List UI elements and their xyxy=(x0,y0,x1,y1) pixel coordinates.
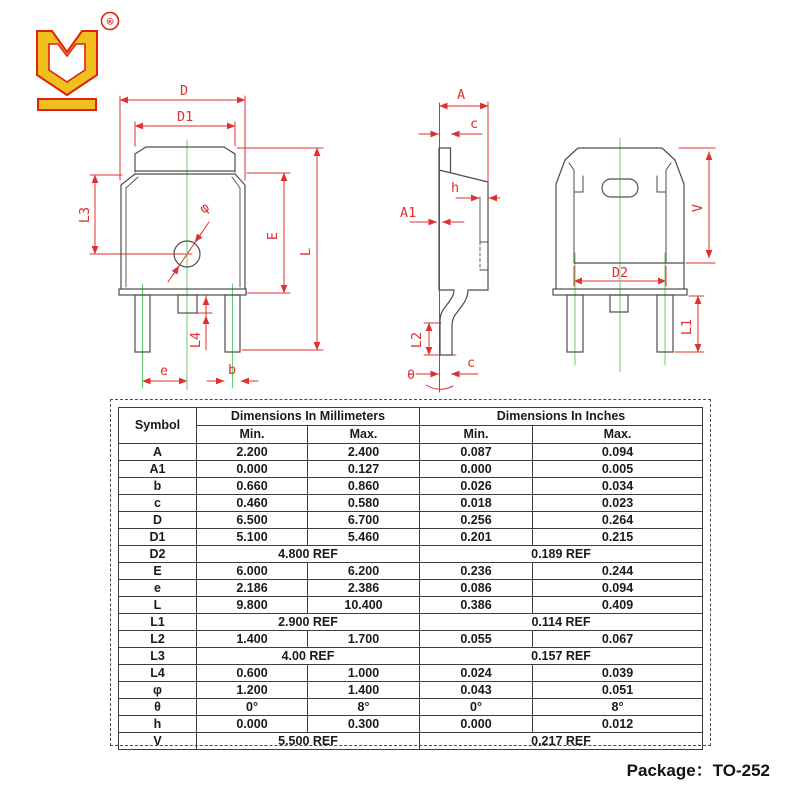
in-min-cell: 0.000 xyxy=(420,716,533,733)
front-centerlines xyxy=(143,140,233,390)
in-min-cell: 0.236 xyxy=(420,563,533,580)
table-row xyxy=(119,682,703,699)
front-dim-labels xyxy=(77,83,314,379)
in-min-cell: 0.026 xyxy=(420,478,533,495)
dim-label-A: A xyxy=(457,87,466,103)
dim-label-c-top: c xyxy=(470,116,479,132)
table-row xyxy=(119,529,703,546)
dim-label-E: E xyxy=(265,231,281,241)
dim-label-c-bottom: c xyxy=(467,355,476,371)
mm-max-cell: 1.400 xyxy=(308,682,420,699)
mm-min-cell: 0.000 xyxy=(197,716,308,733)
mm-ref-cell: 4.00 REF xyxy=(197,648,420,665)
in-min-cell: 0.000 xyxy=(420,461,533,478)
dim-label-D: D xyxy=(180,83,189,99)
in-min-cell: 0.086 xyxy=(420,580,533,597)
back-view xyxy=(553,138,715,372)
logo-base-bar xyxy=(38,99,96,110)
table-row xyxy=(119,563,703,580)
in-ref-cell: 0.114 REF xyxy=(420,614,703,631)
symbol-cell: φ xyxy=(119,682,197,699)
in-max-cell: 0.264 xyxy=(533,512,703,529)
table-row xyxy=(119,631,703,648)
table-row xyxy=(119,648,703,665)
mm-min-cell: 6.500 xyxy=(197,512,308,529)
mm-max-cell: 1.700 xyxy=(308,631,420,648)
symbol-cell: L2 xyxy=(119,631,197,648)
in-min-cell: 0.256 xyxy=(420,512,533,529)
dim-label-A1: A1 xyxy=(400,205,417,221)
mm-ref-cell: 2.900 REF xyxy=(197,614,420,631)
mm-max-cell: 10.400 xyxy=(308,597,420,614)
mm-ref-cell: 4.800 REF xyxy=(197,546,420,563)
in-min-cell: 0.018 xyxy=(420,495,533,512)
mm-max-cell: 6.700 xyxy=(308,512,420,529)
front-outline xyxy=(119,147,246,352)
symbol-cell: e xyxy=(119,580,197,597)
front-view xyxy=(77,83,323,390)
table-row xyxy=(119,716,703,733)
in-min-cell: 0.087 xyxy=(420,444,533,461)
mm-max-cell: 2.386 xyxy=(308,580,420,597)
dim-label-theta: θ xyxy=(407,367,416,383)
symbol-cell: b xyxy=(119,478,197,495)
in-min-cell: 0.024 xyxy=(420,665,533,682)
in-ref-cell: 0.217 REF xyxy=(420,733,703,750)
mm-min-cell: 0.460 xyxy=(197,495,308,512)
mm-min-cell: 9.800 xyxy=(197,597,308,614)
mm-min-cell: 6.000 xyxy=(197,563,308,580)
mm-min-cell: 0.000 xyxy=(197,461,308,478)
in-min-cell: 0.055 xyxy=(420,631,533,648)
symbol-cell: A xyxy=(119,444,197,461)
dim-label-L3: L3 xyxy=(77,206,93,224)
in-min-cell: 0.386 xyxy=(420,597,533,614)
mm-max-cell: 0.300 xyxy=(308,716,420,733)
in-max-cell: 0.034 xyxy=(533,478,703,495)
in-max-cell: 0.039 xyxy=(533,665,703,682)
in-ref-cell: 0.189 REF xyxy=(420,546,703,563)
table-row xyxy=(119,478,703,495)
mm-max-cell: 1.000 xyxy=(308,665,420,682)
in-max-cell: 0.244 xyxy=(533,563,703,580)
side-view xyxy=(400,87,500,392)
in-ref-cell: 0.157 REF xyxy=(420,648,703,665)
table-subheader-row xyxy=(119,426,703,444)
in-max-cell: 0.215 xyxy=(533,529,703,546)
dim-label-L: L xyxy=(298,247,314,257)
symbol-cell: A1 xyxy=(119,461,197,478)
dim-label-L1: L1 xyxy=(679,318,695,336)
table-row xyxy=(119,597,703,614)
mm-ref-cell: 5.500 REF xyxy=(197,733,420,750)
table-row xyxy=(119,614,703,631)
symbol-cell: h xyxy=(119,716,197,733)
symbol-cell: D1 xyxy=(119,529,197,546)
in-max-cell: 0.067 xyxy=(533,631,703,648)
dim-label-L2: L2 xyxy=(409,331,425,349)
symbol-header: Symbol xyxy=(119,408,197,444)
table-row xyxy=(119,444,703,461)
in-max-header: Max. xyxy=(533,426,703,444)
mm-min-header: Min. xyxy=(197,426,308,444)
dimension-table-frame xyxy=(110,399,711,746)
symbol-cell: E xyxy=(119,563,197,580)
table-header-row xyxy=(119,408,703,426)
mm-max-header: Max. xyxy=(308,426,420,444)
in-max-cell: 0.094 xyxy=(533,580,703,597)
dimension-table xyxy=(118,407,703,750)
mm-max-cell: 2.400 xyxy=(308,444,420,461)
inches-header: Dimensions In Inches xyxy=(420,408,703,426)
dim-label-e: e xyxy=(160,363,169,379)
in-max-cell: 0.051 xyxy=(533,682,703,699)
mm-max-cell: 0.127 xyxy=(308,461,420,478)
symbol-cell: c xyxy=(119,495,197,512)
symbol-cell: L1 xyxy=(119,614,197,631)
symbol-cell: L3 xyxy=(119,648,197,665)
front-dimensions xyxy=(90,96,323,381)
mm-max-cell: 6.200 xyxy=(308,563,420,580)
in-max-cell: 0.005 xyxy=(533,461,703,478)
side-outline xyxy=(439,148,488,355)
mm-header: Dimensions In Millimeters xyxy=(197,408,420,426)
dim-label-D1: D1 xyxy=(177,109,194,125)
dim-label-h: h xyxy=(451,180,460,196)
back-dim-labels xyxy=(612,204,706,335)
mm-min-cell: 1.400 xyxy=(197,631,308,648)
in-min-cell: 0.043 xyxy=(420,682,533,699)
mm-min-cell: 2.186 xyxy=(197,580,308,597)
dim-label-D2: D2 xyxy=(611,265,629,281)
in-max-cell: 0.012 xyxy=(533,716,703,733)
in-min-cell: 0° xyxy=(420,699,533,716)
mm-min-cell: 0.600 xyxy=(197,665,308,682)
mm-max-cell: 8° xyxy=(308,699,420,716)
in-min-header: Min. xyxy=(420,426,533,444)
symbol-cell: V xyxy=(119,733,197,750)
symbol-cell: D xyxy=(119,512,197,529)
in-max-cell: 8° xyxy=(533,699,703,716)
registered-mark: ® xyxy=(106,15,114,29)
mm-min-cell: 0° xyxy=(197,699,308,716)
package-name-label: Package：TO-252 xyxy=(626,761,770,780)
table-row xyxy=(119,495,703,512)
symbol-cell: D2 xyxy=(119,546,197,563)
mm-max-cell: 5.460 xyxy=(308,529,420,546)
dim-label-V: V xyxy=(690,203,706,213)
table-row xyxy=(119,461,703,478)
in-max-cell: 0.409 xyxy=(533,597,703,614)
table-row xyxy=(119,699,703,716)
mm-min-cell: 0.660 xyxy=(197,478,308,495)
in-max-cell: 0.094 xyxy=(533,444,703,461)
symbol-cell: L4 xyxy=(119,665,197,682)
table-row xyxy=(119,512,703,529)
in-min-cell: 0.201 xyxy=(420,529,533,546)
symbol-cell: L xyxy=(119,597,197,614)
dim-label-L4: L4 xyxy=(188,331,204,349)
brand-logo xyxy=(37,13,119,111)
dim-label-b: b xyxy=(228,362,237,378)
table-row xyxy=(119,665,703,682)
symbol-cell: θ xyxy=(119,699,197,716)
dim-label-phi: φ xyxy=(196,199,213,218)
mm-min-cell: 5.100 xyxy=(197,529,308,546)
mm-min-cell: 1.200 xyxy=(197,682,308,699)
back-centerlines xyxy=(575,138,665,372)
mm-max-cell: 0.860 xyxy=(308,478,420,495)
table-row xyxy=(119,546,703,563)
in-max-cell: 0.023 xyxy=(533,495,703,512)
mm-min-cell: 2.200 xyxy=(197,444,308,461)
mm-max-cell: 0.580 xyxy=(308,495,420,512)
table-row xyxy=(119,580,703,597)
table-row xyxy=(119,733,703,750)
